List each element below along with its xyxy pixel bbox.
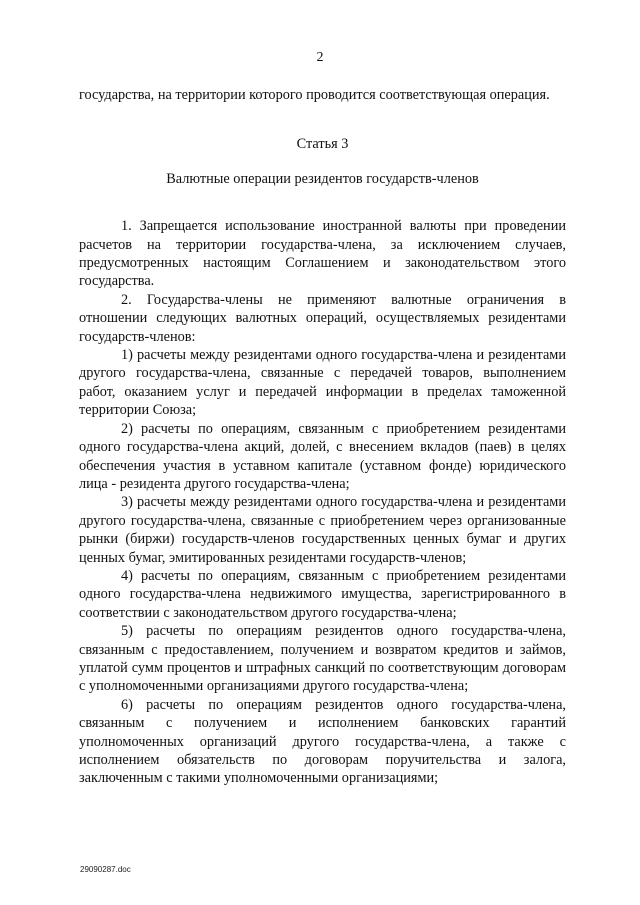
list-item-1: 1) расчеты между резидентами одного государства-члена и резидентами другого государства-члена, связанные с передачей товаров, выполнением работ, оказанием услуг и передачей информации в пределах таможенной территории Союза; — [79, 347, 566, 419]
document-body — [79, 86, 566, 788]
list-item-2: 2) расчеты по операциям, связанным с приобретением резидентами одного государства-члена акций, долей, с внесением вкладов (паев) в целях обеспечения участия в уставном капитале (уставном фонде) юридического лица - резидента другого государства-члена; — [79, 420, 566, 492]
page-number: 2 — [316, 50, 324, 65]
article-title: Валютные операции резидентов государств-членов — [166, 170, 479, 187]
document-id: 29090287.doc — [80, 865, 131, 874]
paragraph-2: 2. Государства-члены не применяют валютные ограничения в отношении следующих валютных операций, осуществляемых резидентами государств-членов: — [79, 291, 566, 345]
intro-paragraph: государства, на территории которого проводится соответствующая операция. — [79, 87, 550, 103]
list-item-5: 5) расчеты по операциям резидентов одного государства-члена, связанным с предоставлением, получением и возвратом кредитов и займов, уплатой сумм процентов и штрафных санкций по соответствующим договорам с уполномоченными организациями другого государства-члена; — [79, 623, 566, 695]
list-item-3: 3) расчеты между резидентами одного государства-члена и резидентами другого государства-члена, связанные с приобретением через организованные рынки (биржи) государств-членов государственных ценных бумаг и других ценных бумаг, эмитированных резидентами государств-членов; — [79, 494, 566, 566]
list-item-4: 4) расчеты по операциям, связанным с приобретением резидентами одного государства-члена недвижимого имущества, зарегистрированного в соответствии с законодательством другого государства-члена; — [79, 567, 566, 621]
article-number: Статья 3 — [296, 136, 349, 153]
paragraph-1: 1. Запрещается использование иностранной валюты при проведении расчетов на территории государства-члена, за исключением случаев, предусмотренных настоящим Соглашением и законодательством этого государства. — [79, 218, 566, 290]
list-item-6: 6) расчеты по операциям резидентов одного государства-члена, связанным с получением и исполнением банковских гарантий уполномоченных организаций другого государства-члена, а также с исполнением обязательств по договорам поручительства и залога, заключенным с такими уполномоченными организациями; — [79, 696, 566, 787]
